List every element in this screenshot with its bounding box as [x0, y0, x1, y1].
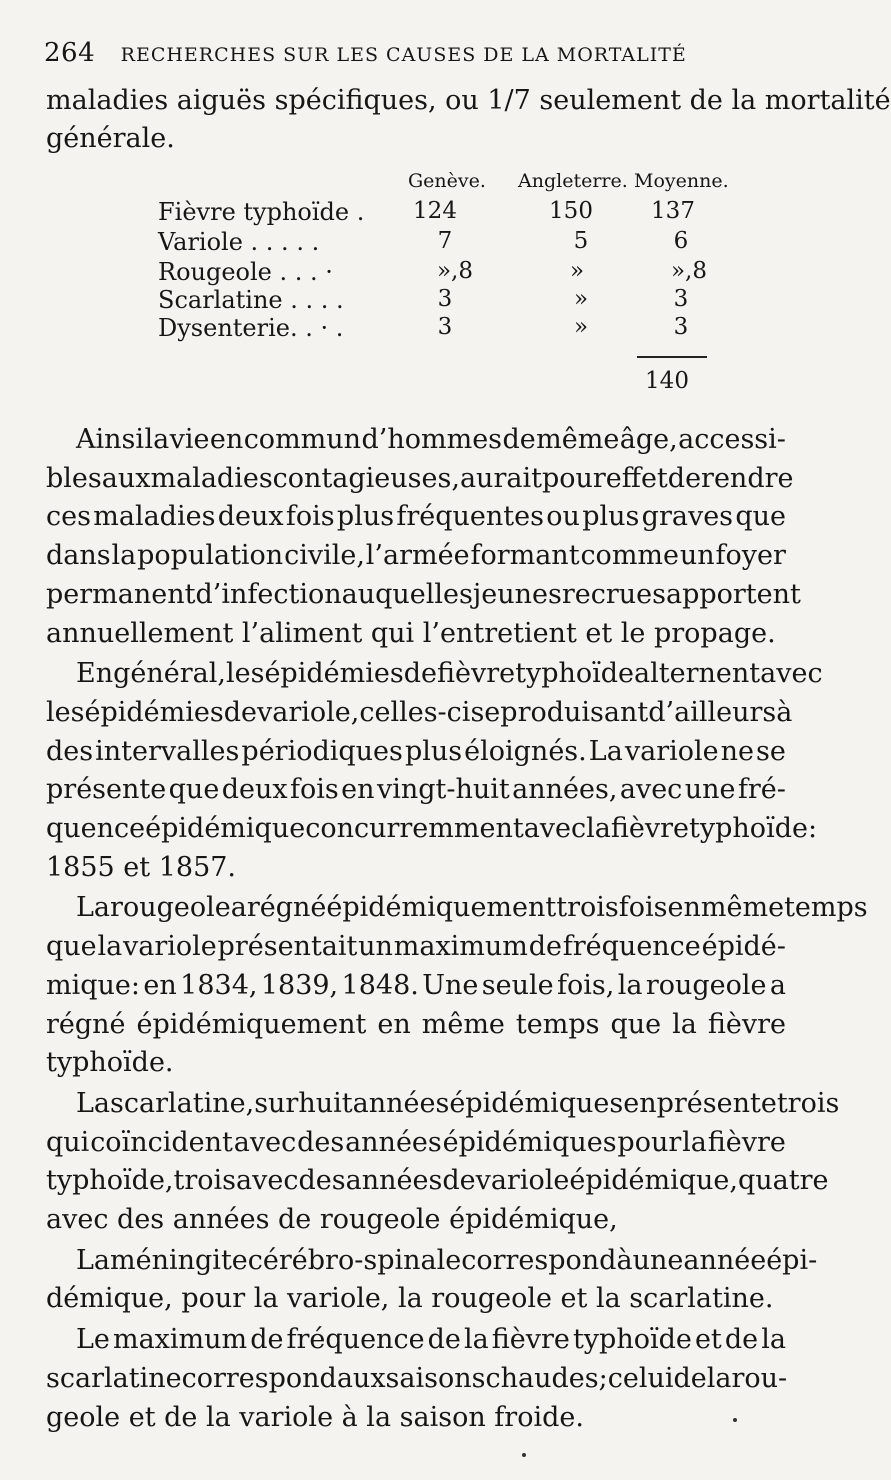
- text-line: typhoïde.: [46, 1047, 174, 1079]
- text-line: scarlatine correspond aux saisons chaudes ; celui de la rou-: [46, 1362, 788, 1394]
- text-line: des intervalles périodiques plus éloignés. La variole ne se: [46, 735, 786, 767]
- text-line: mique: en 1834, 1839, 1848. Une seule fois, la rougeole a: [46, 969, 786, 1001]
- table-cell: 5: [573, 228, 589, 254]
- table-cell: 3: [673, 286, 689, 312]
- intro-line: maladies aiguës spécifiques, ou 1/7 seulement de la mortalité: [46, 85, 891, 116]
- text-line: démique, pour la variole, la rougeole et la scarlatine.: [46, 1283, 774, 1315]
- text-line: annuellement l’aliment qui l’entretient et le propage.: [46, 617, 776, 649]
- text-line: En général, les épidémies de fièvre typhoïde alternent avec: [76, 658, 823, 690]
- text-line: La rougeole a régné épidémiquement trois fois en même temps: [76, 892, 868, 924]
- table-row-label: Variole . . . . .: [158, 228, 320, 256]
- text-line: permanent d’infection auquel les jeunes recrues apportent: [46, 578, 801, 610]
- text-line: Le maximum de fréquence de la fièvre typhoïde et de la: [76, 1324, 786, 1356]
- table-cell: »: [573, 314, 589, 340]
- text-line: typhoïde, trois avec des années de variole épidémique, quatre: [46, 1165, 829, 1197]
- table-cell: »,8: [670, 258, 708, 284]
- text-line: avec des années de rougeole épidémique,: [46, 1204, 618, 1235]
- intro-line: générale.: [46, 123, 175, 154]
- column-header-angleterre: Angleterre.: [518, 170, 628, 192]
- table-cell: 3: [673, 314, 689, 340]
- table-row-label: Scarlatine . . . .: [158, 286, 344, 314]
- text-line: geole et de la variole à la saison froide.: [46, 1401, 584, 1433]
- text-line: dans la population civile, l’armée formant comme un foyer: [46, 540, 786, 572]
- column-header-geneve: Genève.: [408, 170, 486, 192]
- text-line: qui coïncident avec des années épidémiques pour la fièvre: [46, 1126, 786, 1158]
- table-total: 140: [645, 368, 689, 394]
- column-header-moyenne: Moyenne.: [634, 170, 729, 192]
- running-header: [44, 38, 784, 68]
- table-row-label: Fièvre typhoïde .: [158, 198, 365, 226]
- table-cell: 6: [673, 228, 689, 254]
- page-number: 264: [44, 38, 96, 68]
- text-line: La scarlatine, sur huit années épidémiques en présente trois: [76, 1087, 840, 1119]
- table-cell: 7: [437, 228, 453, 254]
- text-line: que la variole présentait un maximum de fréquence épidé-: [46, 931, 786, 963]
- text-line: présente que deux fois en vingt-huit années, avec une fré-: [46, 774, 786, 806]
- table-row-label: Rougeole . . . ·: [158, 258, 333, 286]
- text-line: bles aux maladies contagieuses, aurait pour effet de rendre: [46, 462, 794, 494]
- text-line: Ainsi la vie en commun d’hommes de même âge, accessi-: [76, 424, 786, 455]
- text-line: 1855 et 1857.: [46, 851, 237, 883]
- table-cell: 124: [413, 198, 457, 224]
- table-cell: »,8: [436, 258, 474, 284]
- total-rule: [637, 356, 707, 358]
- table-row-label: Dysenterie. . · .: [158, 314, 344, 342]
- text-line: les épidémies de variole, celles-ci se produisant d’ailleurs à: [46, 696, 793, 728]
- text-line: ces maladies deux fois plus fréquentes ou plus graves que: [46, 501, 786, 533]
- table-cell: 150: [549, 198, 593, 224]
- table-cell: 3: [437, 286, 453, 312]
- table-cell: »: [573, 286, 589, 312]
- text-line: régné épidémiquement en même temps que la fièvre: [46, 1008, 786, 1040]
- running-title: RECHERCHES SUR LES CAUSES DE LA MORTALITÉ: [120, 44, 687, 66]
- print-speck: [733, 1418, 737, 1422]
- table-cell: »: [569, 258, 585, 284]
- table-cell: 3: [437, 314, 453, 340]
- table-cell: 137: [651, 198, 695, 224]
- print-speck: [522, 1453, 526, 1457]
- text-line: quence épidémique concurremment avec la fièvre typhoïde:: [46, 813, 818, 844]
- text-line: La méningite cérébro-spinale correspond à une année épi-: [76, 1244, 818, 1276]
